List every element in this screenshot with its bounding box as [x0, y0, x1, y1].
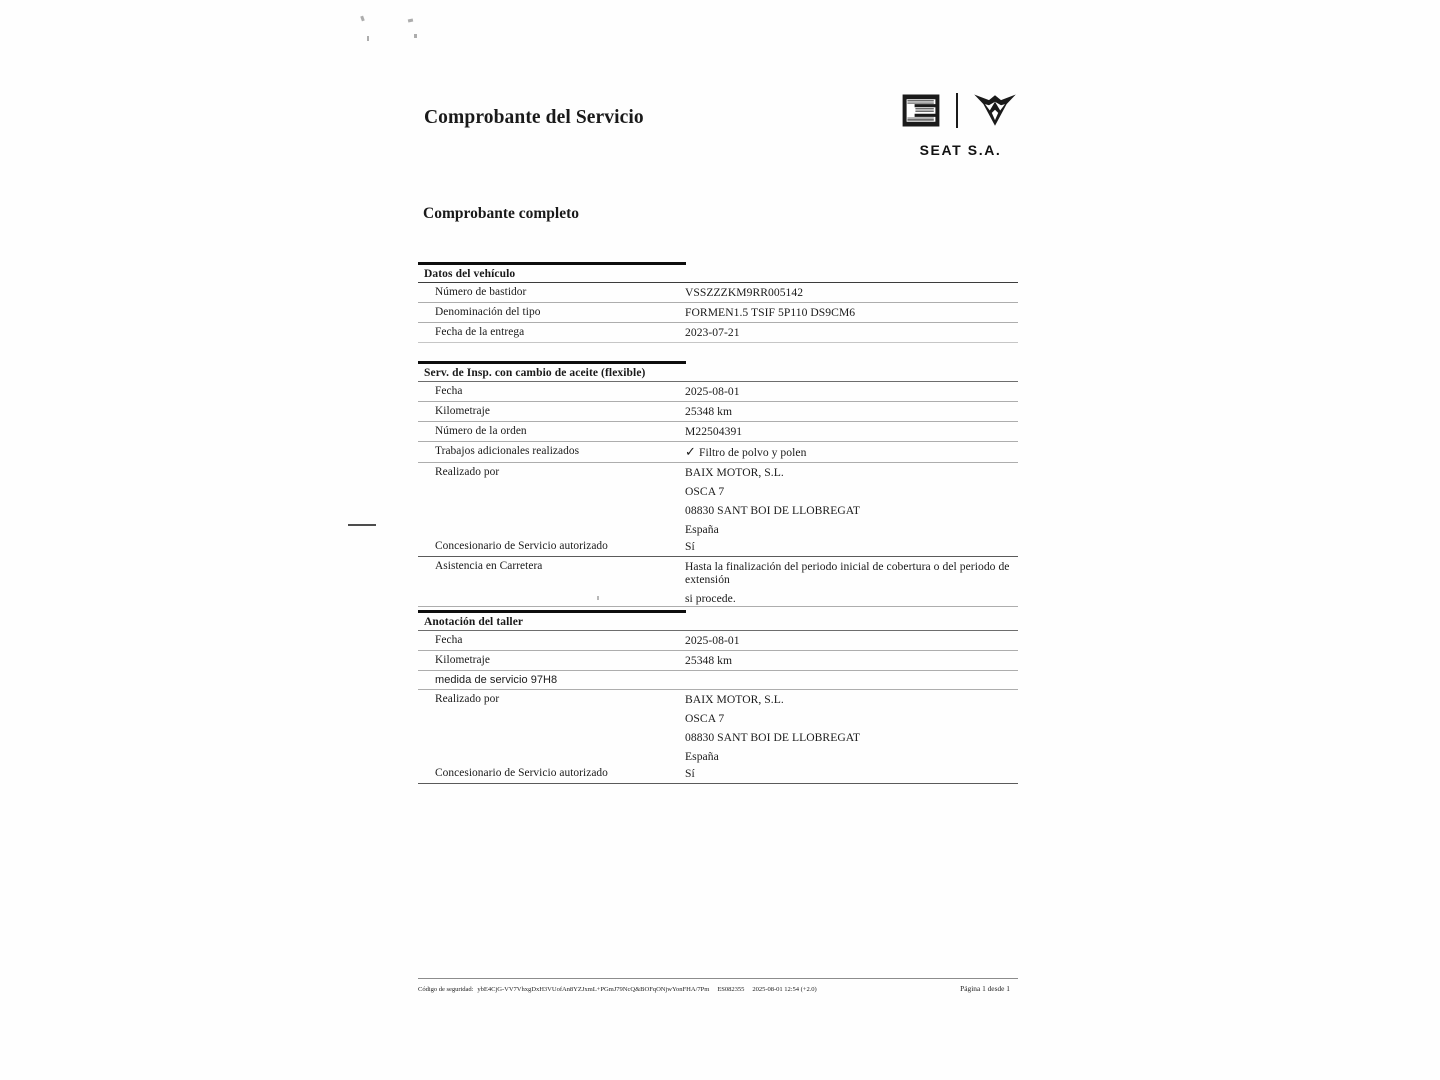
row-label: Kilometraje — [435, 405, 490, 417]
row-value — [680, 463, 1018, 537]
address-line: España — [685, 523, 719, 536]
address-line: BAIX MOTOR, S.L. — [685, 466, 784, 479]
address-line: 08830 SANT BOI DE LLOBREGAT — [685, 504, 861, 517]
row-label: Realizado por — [435, 466, 500, 478]
row-label: Fecha de la entrega — [435, 326, 525, 339]
scan-artifact — [414, 34, 417, 38]
row-label: Kilometraje — [435, 654, 490, 666]
table-row — [418, 764, 1018, 783]
table-row — [418, 537, 1018, 556]
section-title: Anotación del taller — [424, 616, 524, 628]
row-value-text: Filtro de polvo y polen — [699, 446, 807, 459]
table-row — [418, 690, 1018, 764]
scan-artifact-dash — [348, 524, 376, 526]
row-label: Realizado por — [435, 693, 500, 705]
assistance-line: si procede. — [685, 592, 736, 605]
row-value — [680, 442, 1018, 462]
brand-logos — [893, 92, 1028, 164]
section-vehicle-data — [418, 262, 1018, 343]
row-label: Trabajos adicionales realizados — [435, 445, 580, 457]
assistance-line: Hasta la finalización del periodo inicial de cobertura o del periodo de extensión — [685, 560, 1010, 586]
table-row — [418, 283, 1018, 302]
security-code-block — [418, 986, 817, 993]
scan-artifact — [360, 16, 365, 22]
row-separator — [418, 783, 1018, 784]
row-value: M22504391 — [685, 425, 743, 438]
security-code-label: Código de seguridad: — [418, 986, 474, 993]
address-line: BAIX MOTOR, S.L. — [685, 693, 784, 706]
page-title: Comprobante del Servicio — [424, 107, 644, 128]
page-number: Página 1 desde 1 — [960, 984, 1010, 993]
row-value: 25348 km — [685, 654, 733, 667]
table-row — [418, 422, 1018, 441]
row-label: medida de servicio 97H8 — [435, 674, 558, 686]
section-title: Datos del vehículo — [424, 268, 516, 280]
address-line: OSCA 7 — [685, 712, 725, 725]
table-row-service-measure — [418, 671, 1018, 689]
table-row — [418, 631, 1018, 650]
section-workshop-note — [418, 610, 1018, 784]
row-separator — [418, 606, 1018, 607]
row-label: Asistencia en Carretera — [435, 560, 543, 572]
row-label: Fecha — [435, 385, 463, 397]
section-inspection-service — [418, 361, 1018, 607]
section-title: Serv. de Insp. con cambio de aceite (flexible) — [424, 367, 646, 379]
table-row — [418, 303, 1018, 322]
row-value: VSSZZZKM9RR005142 — [685, 286, 804, 300]
security-code-value: ybE4CjG-VV7VhxgDxH3VUofAn8YZJxmL+PGmJ79NcQ&BOFqONjwYonFHA/7Pm — [477, 986, 710, 993]
brand-divider — [956, 93, 958, 128]
row-label: Número de bastidor — [435, 286, 527, 299]
row-value — [838, 671, 1018, 677]
seat-logo-icon — [901, 92, 941, 129]
table-row — [418, 382, 1018, 401]
table-row — [418, 323, 1018, 342]
row-label: Denominación del tipo — [435, 306, 541, 319]
table-row — [418, 557, 1018, 606]
row-value: 2025-08-01 — [685, 385, 740, 398]
table-row — [418, 651, 1018, 670]
scan-artifact — [367, 36, 369, 41]
row-label: Fecha — [435, 634, 463, 646]
table-row — [418, 402, 1018, 421]
row-value: 2025-08-01 — [685, 634, 740, 647]
address-line: España — [685, 750, 719, 763]
document-subtitle: Comprobante completo — [423, 205, 579, 222]
table-row — [418, 463, 1018, 537]
row-label: Concesionario de Servicio autorizado — [435, 540, 608, 552]
footer-reference: ES082355 — [717, 986, 745, 993]
row-label: Concesionario de Servicio autorizado — [435, 767, 608, 779]
row-separator — [418, 342, 1018, 343]
row-value: 2023-07-21 — [685, 326, 740, 340]
scan-artifact — [408, 19, 414, 23]
row-value — [680, 690, 1018, 764]
checkmark-icon: ✓ — [685, 444, 696, 459]
row-value: Sí — [685, 540, 695, 553]
row-value: Sí — [685, 767, 695, 780]
address-line: 08830 SANT BOI DE LLOBREGAT — [685, 731, 861, 744]
brand-name: SEAT S.A. — [919, 142, 1002, 158]
cupra-logo-icon — [973, 92, 1017, 129]
page-footer — [418, 978, 1018, 993]
footer-timestamp: 2025-08-01 12:54 (+2.0) — [752, 986, 817, 993]
table-row — [418, 442, 1018, 462]
row-label: Número de la orden — [435, 425, 527, 437]
address-line: OSCA 7 — [685, 485, 725, 498]
row-value — [680, 557, 1018, 606]
row-value: 25348 km — [685, 405, 733, 418]
row-value: FORMEN1.5 TSIF 5P110 DS9CM6 — [685, 306, 856, 320]
